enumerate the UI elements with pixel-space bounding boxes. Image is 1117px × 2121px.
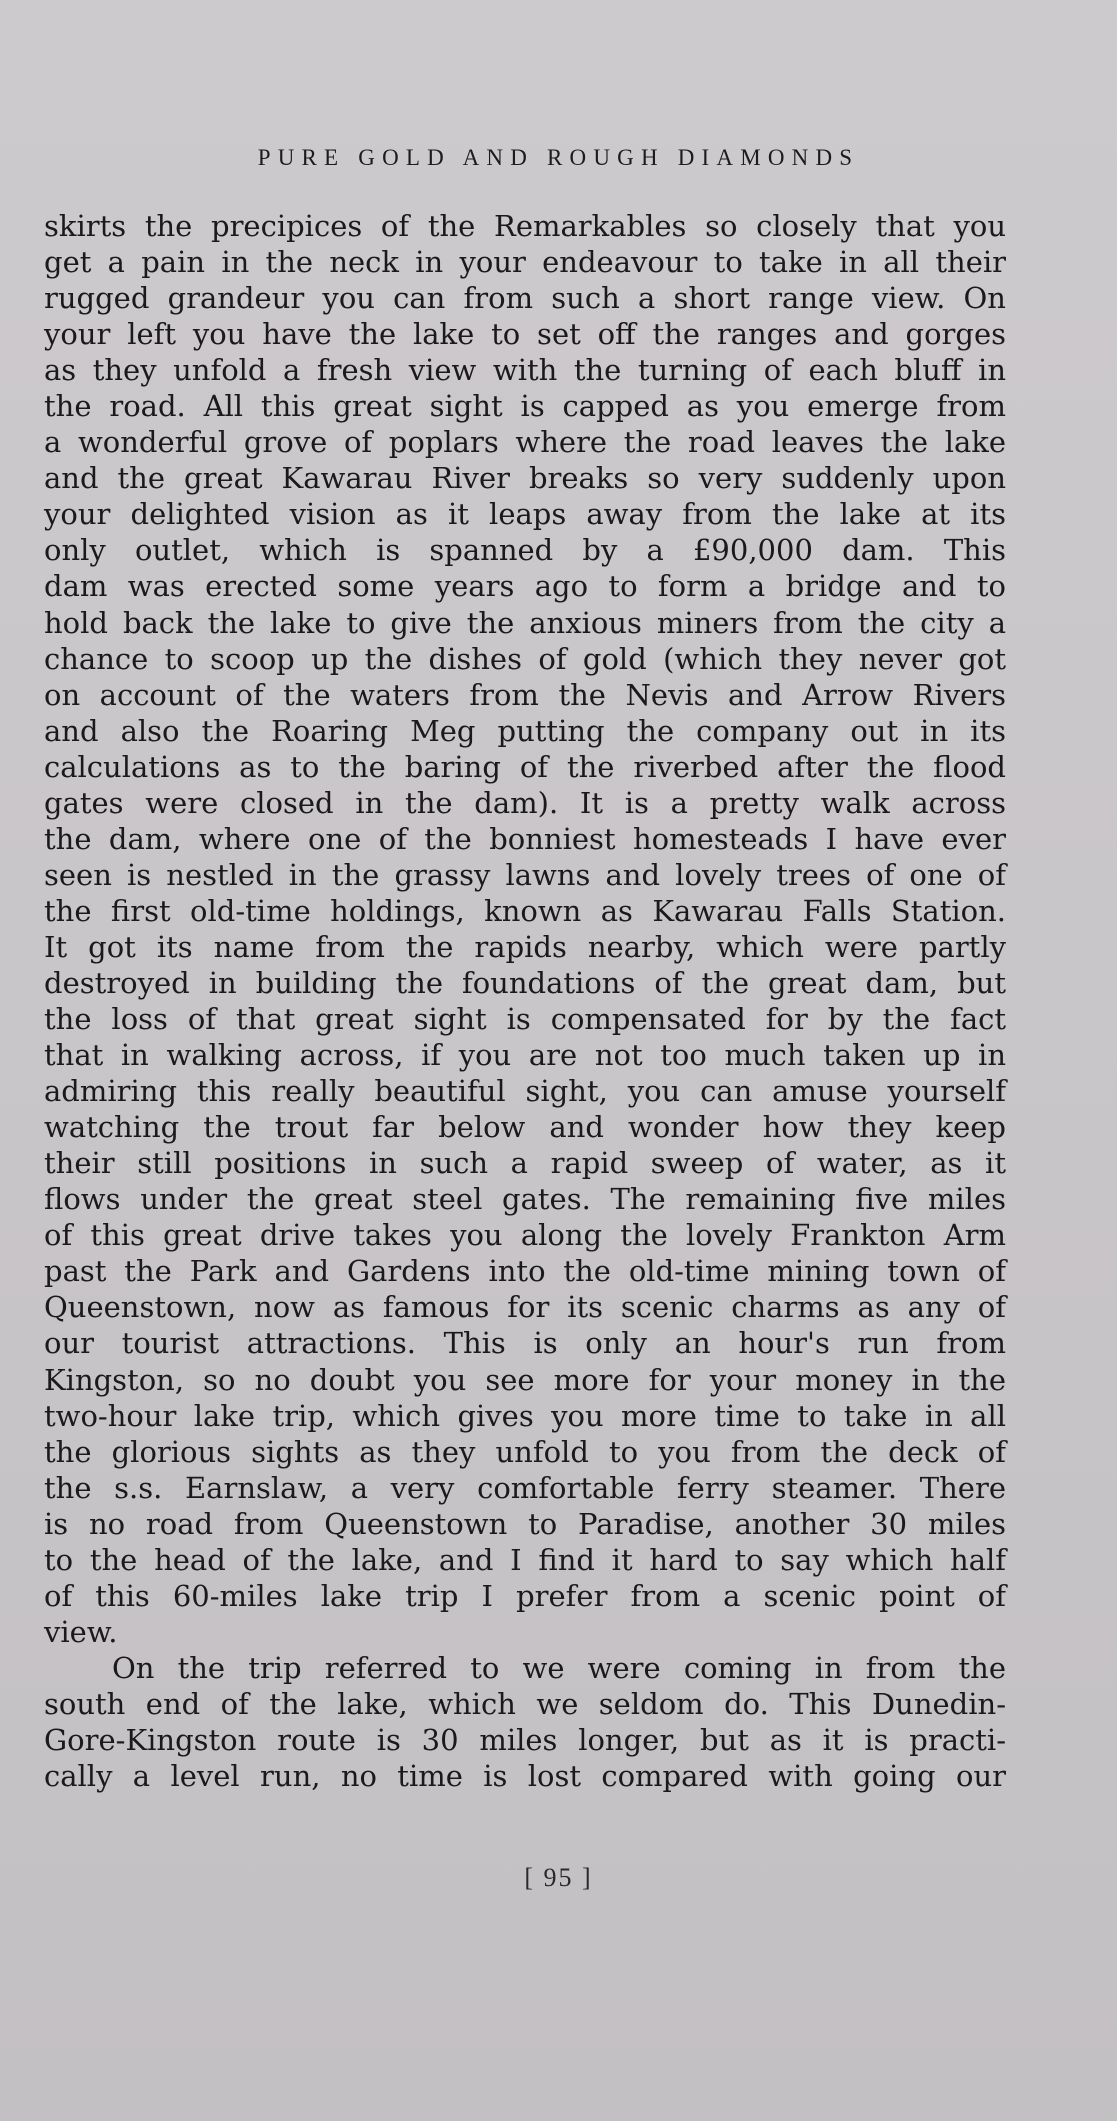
text-line: a wonderful grove of poplars where the road leaves the lake	[44, 425, 1006, 460]
text-line: your delighted vision as it leaps away from the lake at its	[44, 497, 1006, 532]
text-line: rugged grandeur you can from such a short range view. On	[44, 281, 1006, 316]
text-line: destroyed in building the foundations of the great dam, but	[44, 965, 1006, 1000]
text-line: the first old-time holdings, known as Kawarau Falls Station.	[44, 893, 1006, 928]
text-line: on account of the waters from the Nevis and Arrow Rivers	[44, 677, 1006, 712]
text-line: chance to scoop up the dishes of gold (which they never got	[44, 641, 1006, 676]
text-line: our tourist attractions. This is only an hour's run from	[44, 1326, 1006, 1361]
text-line: hold back the lake to give the anxious miners from the city a	[44, 605, 1006, 640]
text-line: of this great drive takes you along the lovely Frankton Arm	[44, 1218, 1006, 1253]
text-line: your left you have the lake to set off the ranges and gorges	[44, 317, 1006, 352]
text-line: as they unfold a fresh view with the turning of each bluff in	[44, 353, 1006, 388]
running-head: PURE GOLD AND ROUGH DIAMONDS	[257, 145, 860, 170]
text-line: the loss of that great sight is compensated for by the fact	[44, 1002, 1006, 1037]
text-line: view.	[44, 1614, 118, 1649]
text-line: the glorious sights as they unfold to you from the deck of	[44, 1434, 1006, 1469]
text-line: admiring this really beautiful sight, you can amuse yourself	[44, 1074, 1006, 1109]
text-line: past the Park and Gardens into the old-time mining town of	[44, 1254, 1006, 1289]
text-line: Kingston, so no doubt you see more for your money in the	[44, 1362, 1006, 1397]
text-line: On the trip referred to we were coming in from the	[112, 1650, 1006, 1685]
text-line: and also the Roaring Meg putting the company out in its	[44, 713, 1006, 748]
text-line: skirts the precipices of the Remarkables so closely that you	[44, 209, 1006, 243]
text-line: is no road from Queenstown to Paradise, another 30 miles	[44, 1506, 1006, 1541]
text-line: of this 60-miles lake trip I prefer from a scenic point of	[44, 1578, 1006, 1613]
text-line: It got its name from the rapids nearby, which were partly	[44, 929, 1006, 964]
text-line: only outlet, which is spanned by a £90,000 dam. This	[44, 533, 1006, 568]
text-line: get a pain in the neck in your endeavour to take in all their	[44, 245, 1006, 280]
text-line: calculations as to the baring of the riverbed after the flood	[44, 749, 1006, 784]
text-line: that in walking across, if you are not too much taken up in	[44, 1038, 1006, 1073]
text-line: Queenstown, now as famous for its scenic charms as any of	[44, 1290, 1006, 1325]
text-line: and the great Kawarau River breaks so very suddenly upon	[44, 461, 1006, 496]
text-line: their still positions in such a rapid sweep of water, as it	[44, 1146, 1006, 1181]
text-line: watching the trout far below and wonder how they keep	[44, 1110, 1006, 1145]
text-line: two-hour lake trip, which gives you more time to take in all	[44, 1398, 1006, 1433]
text-line: seen is nestled in the grassy lawns and lovely trees of one of	[44, 857, 1006, 892]
text-line: dam was erected some years ago to form a bridge and to	[44, 569, 1006, 604]
text-line: the dam, where one of the bonniest homesteads I have ever	[44, 821, 1006, 856]
page-number: [ 95 ]	[524, 1863, 593, 1892]
text-line: the road. All this great sight is capped as you emerge from	[44, 389, 1006, 424]
text-line: to the head of the lake, and I find it hard to say which half	[44, 1542, 1006, 1577]
text-line: Gore-Kingston route is 30 miles longer, but as it is practi-	[44, 1722, 1006, 1757]
text-line: gates were closed in the dam). It is a pretty walk across	[44, 785, 1006, 820]
text-line: south end of the lake, which we seldom do. This Dunedin-	[44, 1686, 1006, 1721]
text-line: the s.s. Earnslaw, a very comfortable ferry steamer. There	[44, 1470, 1006, 1505]
text-line: flows under the great steel gates. The remaining five miles	[44, 1182, 1006, 1217]
body-text	[44, 208, 1006, 1794]
text-line: cally a level run, no time is lost compared with going our	[44, 1759, 1006, 1794]
